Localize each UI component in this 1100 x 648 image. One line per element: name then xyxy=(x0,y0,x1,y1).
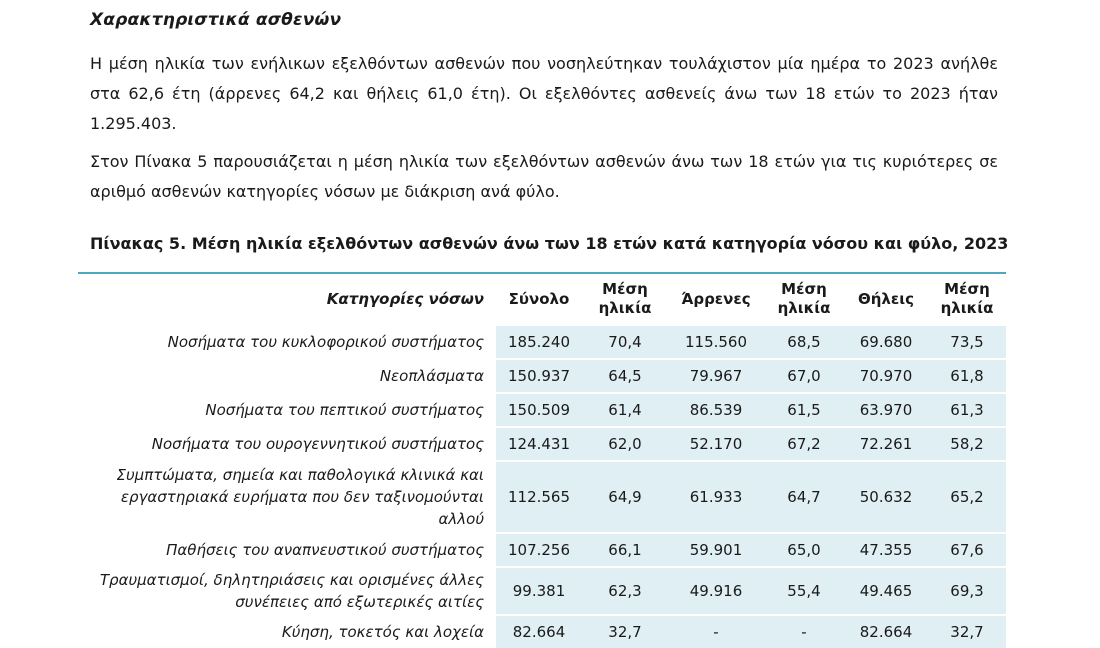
cell-males: 61.933 xyxy=(668,461,764,533)
cell-mean-age-females: 32,7 xyxy=(928,615,1006,648)
section-heading: Χαρακτηριστικά ασθενών xyxy=(90,10,342,30)
cell-mean-age-total: 61,4 xyxy=(582,393,668,427)
header-females: Θήλεις xyxy=(857,289,914,308)
cell-mean-age-males: 55,4 xyxy=(764,567,844,615)
cell-females: 72.261 xyxy=(844,427,928,461)
cell-mean-age-total: 66,1 xyxy=(582,533,668,567)
cell-total: 82.664 xyxy=(496,615,582,648)
cell-mean-age-males: 68,5 xyxy=(764,325,844,359)
cell-total: 112.565 xyxy=(496,461,582,533)
cell-category: Νοσήματα του ουρογεννητικού συστήματος xyxy=(78,427,496,461)
cell-total: 107.256 xyxy=(496,533,582,567)
cell-mean-age-males: 65,0 xyxy=(764,533,844,567)
cell-males: - xyxy=(668,615,764,648)
cell-mean-age-total: 70,4 xyxy=(582,325,668,359)
table-row xyxy=(78,615,1006,648)
cell-females: 69.680 xyxy=(844,325,928,359)
cell-mean-age-females: 65,2 xyxy=(928,461,1006,533)
cell-mean-age-males: 67,0 xyxy=(764,359,844,393)
cell-females: 82.664 xyxy=(844,615,928,648)
cell-category: Παθήσεις του αναπνευστικού συστήματος xyxy=(78,533,496,567)
cell-males: 52.170 xyxy=(668,427,764,461)
header-mean-age-females: Μέση ηλικία xyxy=(940,280,994,317)
cell-females: 70.970 xyxy=(844,359,928,393)
cell-mean-age-males: 67,2 xyxy=(764,427,844,461)
cell-mean-age-males: 61,5 xyxy=(764,393,844,427)
cell-males: 79.967 xyxy=(668,359,764,393)
table-row xyxy=(78,567,1006,615)
cell-mean-age-males: 64,7 xyxy=(764,461,844,533)
cell-total: 185.240 xyxy=(496,325,582,359)
header-total: Σύνολο xyxy=(508,289,570,308)
cell-mean-age-females: 58,2 xyxy=(928,427,1006,461)
cell-category: Νοσήματα του κυκλοφορικού συστήματος xyxy=(78,325,496,359)
header-mean-age-males: Μέση ηλικία xyxy=(777,280,831,317)
table-row xyxy=(78,393,1006,427)
table-row xyxy=(78,461,1006,533)
header-category: Κατηγορίες νόσων xyxy=(326,289,484,308)
cell-mean-age-males: - xyxy=(764,615,844,648)
cell-mean-age-total: 64,5 xyxy=(582,359,668,393)
data-table xyxy=(78,272,1006,648)
table-row xyxy=(78,427,1006,461)
cell-mean-age-females: 69,3 xyxy=(928,567,1006,615)
cell-category: Τραυματισμοί, δηλητηριάσεις και ορισμένες άλλες συνέπειες από εξωτερικές αιτίες xyxy=(78,567,496,615)
cell-females: 49.465 xyxy=(844,567,928,615)
header-males: Άρρενες xyxy=(681,289,751,308)
cell-mean-age-females: 73,5 xyxy=(928,325,1006,359)
cell-total: 124.431 xyxy=(496,427,582,461)
cell-mean-age-females: 61,8 xyxy=(928,359,1006,393)
cell-total: 150.509 xyxy=(496,393,582,427)
paragraph-2: Στον Πίνακα 5 παρουσιάζεται η μέση ηλικία των εξελθόντων ασθενών άνω των 18 ετών για τις κυριότερες σε αριθμό ασθενών κατηγορίες νόσων με διάκριση ανά φύλο. xyxy=(90,152,998,201)
table-row xyxy=(78,533,1006,567)
table-row xyxy=(78,359,1006,393)
table-body xyxy=(78,325,1006,648)
table-caption: Πίνακας 5. Μέση ηλικία εξελθόντων ασθενών άνω των 18 ετών κατά κατηγορία νόσου και φύλο, 2023 xyxy=(90,234,1009,253)
cell-category: Κύηση, τοκετός και λοχεία xyxy=(78,615,496,648)
cell-males: 86.539 xyxy=(668,393,764,427)
table-header-row xyxy=(78,273,1006,325)
cell-females: 47.355 xyxy=(844,533,928,567)
header-mean-age-total: Μέση ηλικία xyxy=(598,280,652,317)
table-row xyxy=(78,325,1006,359)
cell-mean-age-females: 61,3 xyxy=(928,393,1006,427)
cell-females: 50.632 xyxy=(844,461,928,533)
paragraph-1: Η μέση ηλικία των ενήλικων εξελθόντων ασθενών που νοσηλεύτηκαν τουλάχιστον μία ημέρα το 2023 ανήλθε στα 62,6 έτη (άρρενες 64,2 και θήλεις 61,0 έτη). Οι εξελθόντες ασθενείς άνω των 18 ετών το 2023 ήταν 1.295.403. xyxy=(90,54,998,133)
cell-category: Νοσήματα του πεπτικού συστήματος xyxy=(78,393,496,427)
cell-total: 99.381 xyxy=(496,567,582,615)
cell-males: 59.901 xyxy=(668,533,764,567)
cell-males: 115.560 xyxy=(668,325,764,359)
cell-males: 49.916 xyxy=(668,567,764,615)
cell-mean-age-total: 64,9 xyxy=(582,461,668,533)
cell-females: 63.970 xyxy=(844,393,928,427)
cell-mean-age-total: 32,7 xyxy=(582,615,668,648)
cell-category: Συμπτώματα, σημεία και παθολογικά κλινικά και εργαστηριακά ευρήματα που δεν ταξινομούνται αλλού xyxy=(78,461,496,533)
cell-mean-age-total: 62,3 xyxy=(582,567,668,615)
cell-category: Νεοπλάσματα xyxy=(78,359,496,393)
cell-mean-age-total: 62,0 xyxy=(582,427,668,461)
cell-mean-age-females: 67,6 xyxy=(928,533,1006,567)
cell-total: 150.937 xyxy=(496,359,582,393)
